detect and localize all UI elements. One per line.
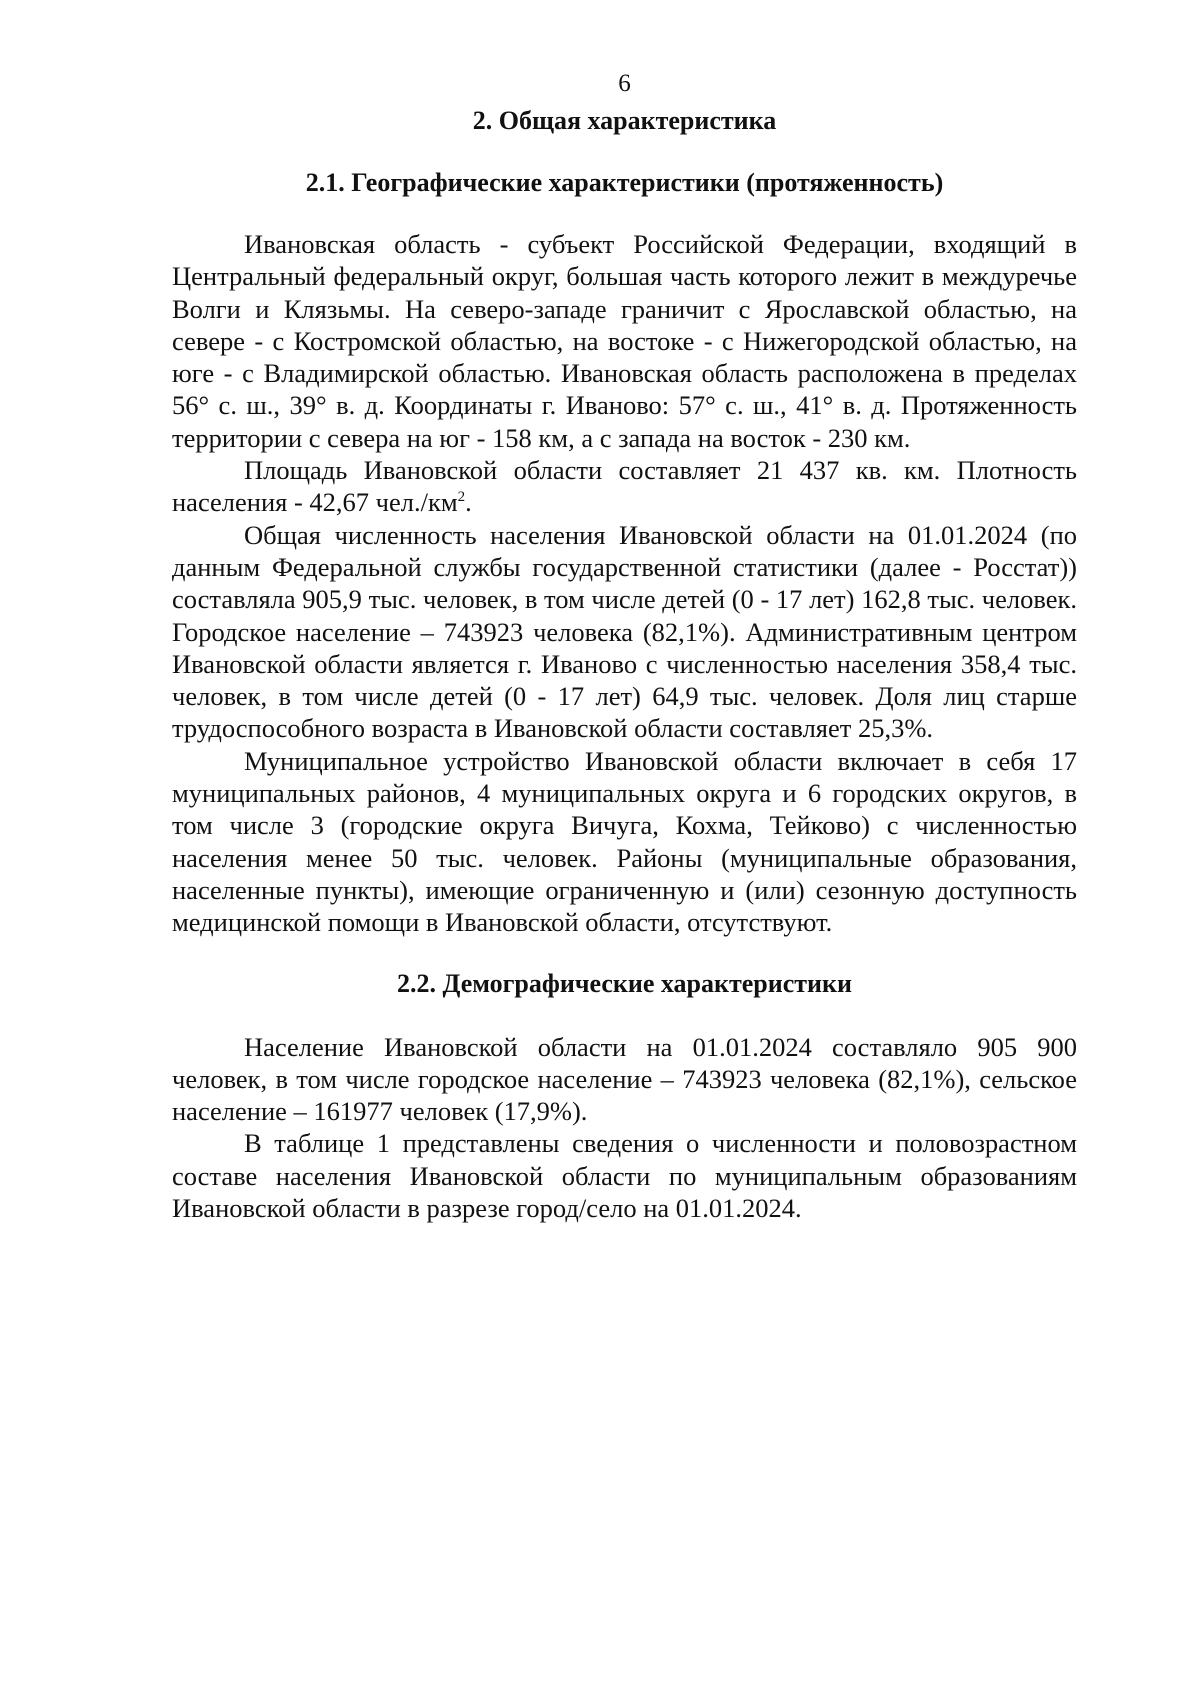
section-title: 2. Общая характеристика — [472, 106, 777, 135]
page-number: 6 — [618, 70, 631, 97]
paragraph-table-reference: В таблице 1 представлены сведения о численности и половозрастном составе населения Ивановской области по муниципальным образованиям Ивановской области в разрезе город/село на 01.01.2024. — [172, 1128, 1077, 1224]
paragraph-population-total: Население Ивановской области на 01.01.2024 составляло 905 900 человек, в том числе городское население – 743923 человека (82,1%), сельское население – 161977 человек (17,9%). — [172, 1031, 1077, 1127]
section-geographic — [172, 166, 1077, 939]
paragraph-population: Общая численность населения Ивановской области на 01.01.2024 (по данным Федеральной службы государственной статистики (далее - Росстат)) составляла 905,9 тыс. человек, в том числе детей (0 - 17 лет) 162,8 тыс. человек. Городское население – 743923 человека (82,1%). Административным центром Ивановской области является г. Иваново с численностью населения 358,4 тыс. человек, в том числе детей (0 - 17 лет) 64,9 тыс. человек. Доля лиц старше трудоспособного возраста в Ивановской области составляет 25,3%. — [172, 519, 1077, 744]
area-end: . — [465, 487, 472, 518]
geographic-body — [172, 228, 1077, 939]
area-text: Площадь Ивановской области составляет 21 437 кв. км. Плотность населения - 42,67 чел./км — [172, 455, 1077, 518]
demographic-body — [172, 1031, 1077, 1225]
subsection-title-demographic: 2.2. Демографические характеристики — [396, 968, 852, 998]
document-page — [172, 68, 1077, 1224]
paragraph-municipal: Муниципальное устройство Ивановской области включает в себя 17 муниципальных районов, 4 муниципальных округа и 6 городских округов, в том числе 3 (городские округа Вичуга, Кохма, Тейково) с численностью населения менее 50 тыс. человек. Районы (муниципальные образования, населенные пункты), имеющие ограниченную и (или) сезонную доступность медицинской помощи в Ивановской области, отсутствуют. — [172, 745, 1077, 938]
section-demographic — [172, 967, 1077, 1225]
paragraph-area — [172, 454, 1077, 519]
subsection-title-geographic: 2.1. Географические характеристики (протяженность) — [305, 168, 944, 197]
paragraph-borders: Ивановская область - субъект Российской Федерации, входящий в Центральный федеральный округ, большая часть которого лежит в междуречье Волги и Клязьмы. На северо-западе граничит с Ярославской областью, на севере - с Костромской областью, на востоке - с Нижегородской областью, на юге - с Владимирской областью. Ивановская область расположена в пределах 56° с. ш., 39° в. д. Координаты г. Иваново: 57° с. ш., 41° в. д. Протяженность территории с севера на юг - 158 км, а с запада на восток - 230 км. — [172, 229, 1077, 453]
area-superscript: 2 — [457, 489, 466, 506]
